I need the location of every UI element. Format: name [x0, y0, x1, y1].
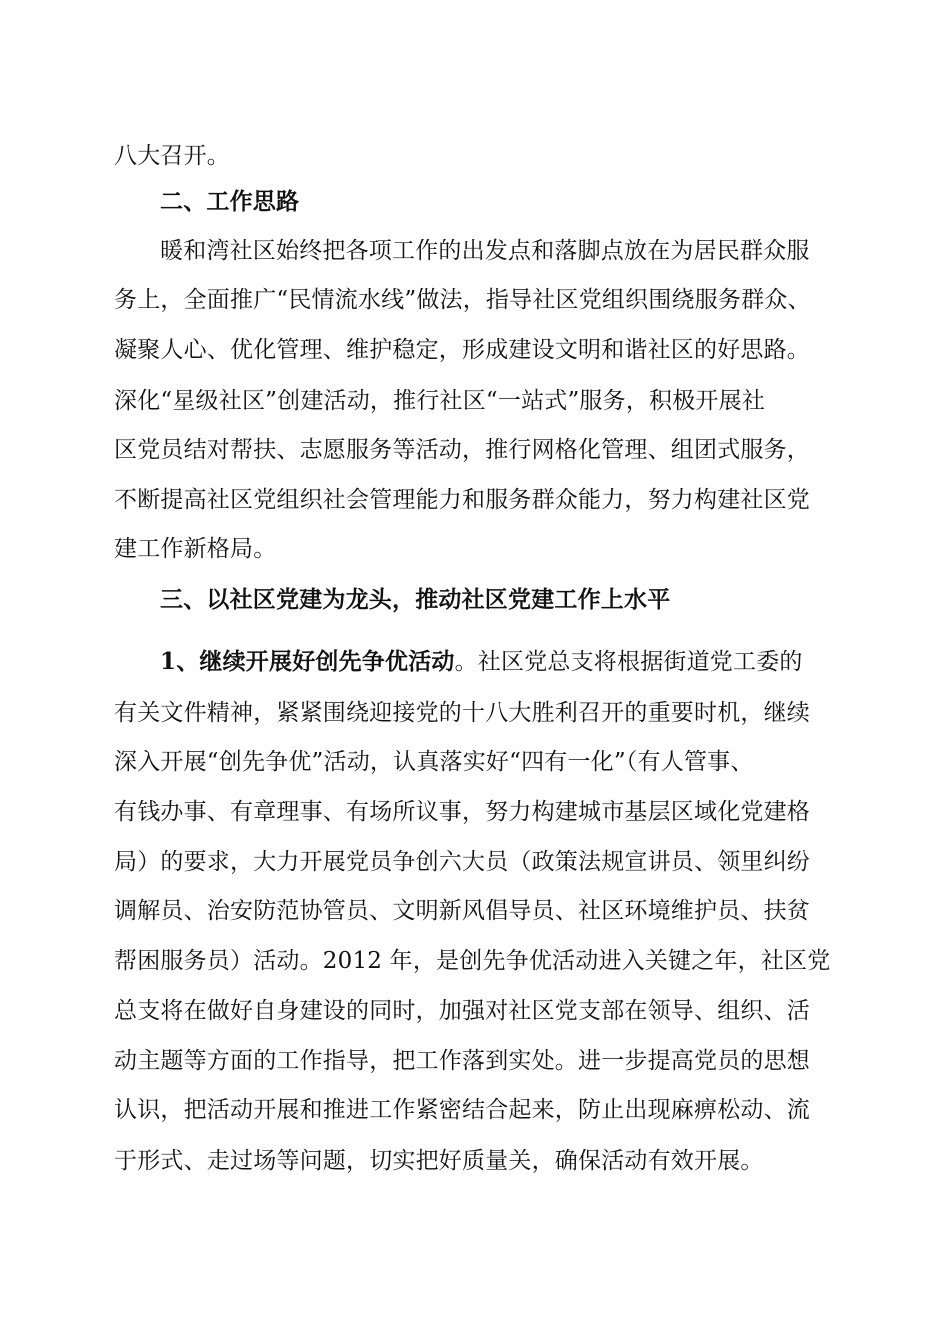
text-line: 认识，把活动开展和推进工作紧密结合起来，防止出现麻痹松动、流 — [114, 1097, 810, 1123]
text-line: 深化“星级社区”创建活动，推行社区“一站式”服务，积极开展社 — [114, 388, 766, 414]
text-line: 区党员结对帮扶、志愿服务等活动，推行网格化管理、组团式服务， — [114, 437, 810, 463]
text-line: 有钱办事、有章理事、有场所议事，努力构建城市基层区域化党建格 — [114, 799, 810, 825]
text-line: 八大召开。 — [114, 143, 230, 169]
text-line: 暖和湾社区始终把各项工作的出发点和落脚点放在为居民群众服 — [160, 238, 810, 264]
text-line: 总支将在做好自身建设的同时，加强对社区党支部在领导、组织、活 — [114, 998, 810, 1024]
item-1-text: 。社区党总支将根据街道党工委的 — [454, 649, 803, 675]
text-line: 有关文件精神，紧紧围绕迎接党的十八大胜利召开的重要时机，继续 — [114, 700, 810, 726]
text-line: 凝聚人心、优化管理、维护稳定，形成建设文明和谐社区的好思路。 — [114, 337, 810, 363]
text-line: 动主题等方面的工作指导，把工作落到实处。进一步提高党员的思想 — [114, 1048, 810, 1074]
text-line: 务上，全面推广“民情流水线”做法，指导社区党组织围绕服务群众、 — [114, 287, 811, 313]
text-line: 建工作新格局。 — [114, 536, 277, 562]
section-heading-2: 二、工作思路 — [160, 188, 300, 215]
text-line — [160, 647, 920, 677]
text-line: 调解员、治安防范协管员、文明新风倡导员、社区环境维护员、扶贫 — [114, 898, 810, 924]
text-line: 不断提高社区党组织社会管理能力和服务群众能力，努力构建社区党 — [114, 487, 810, 513]
text-line: 于形式、走过场等问题，切实把好质量关，确保活动有效开展。 — [114, 1148, 764, 1174]
text-line: 深入开展“创先争优”活动，认真落实好“四有一化”（有人管事、 — [114, 749, 754, 775]
text-line: 局）的要求，大力开展党员争创六大员（政策法规宣讲员、领里纠纷 — [114, 849, 810, 875]
section-heading-3: 三、以社区党建为龙头，推动社区党建工作上水平 — [160, 586, 671, 613]
item-1-title: 1、继续开展好创先争优活动 — [160, 648, 455, 675]
text-line: 帮困服务员）活动。2012 年，是创先争优活动进入关键之年，社区党 — [114, 948, 831, 974]
